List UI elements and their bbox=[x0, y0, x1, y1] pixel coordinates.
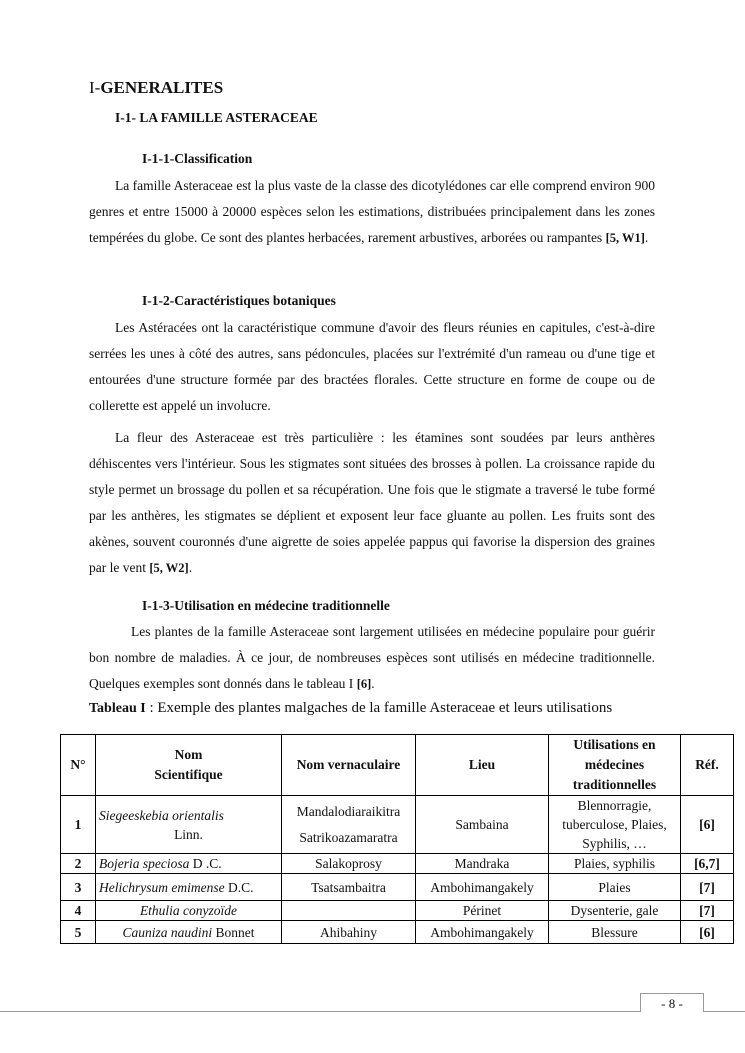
cell-vernacular-name: Tsatsambaitra bbox=[282, 874, 416, 901]
utilisation-text: tuberculose, Plaies, bbox=[562, 817, 667, 832]
cell-utilisations: Dysenterie, gale bbox=[549, 901, 681, 921]
cell-lieu: Sambaina bbox=[416, 796, 549, 854]
plants-table bbox=[60, 734, 734, 944]
scientific-author: D.C. bbox=[224, 879, 254, 895]
subsection-title-classification: I-1-1-Classification bbox=[142, 151, 253, 166]
header-text: Scientifique bbox=[154, 767, 223, 782]
subsection-title-botanique: I-1-2-Caractéristiques botaniques bbox=[142, 293, 336, 308]
header-text: Nom bbox=[174, 747, 203, 762]
cell-lieu: Ambohimangakely bbox=[416, 874, 549, 901]
cell-ref: [6,7] bbox=[681, 854, 734, 874]
footer-divider bbox=[0, 1011, 745, 1012]
caption-label: Tableau I bbox=[89, 701, 146, 716]
cell-no: 3 bbox=[61, 874, 96, 901]
cell-utilisations: Plaies, syphilis bbox=[549, 854, 681, 874]
scientific-name: Helichrysum emimense bbox=[99, 879, 225, 895]
cell-no: 1 bbox=[61, 796, 96, 854]
scientific-author: D .C. bbox=[189, 856, 222, 871]
paragraph-text: La fleur des Asteraceae est très particulière : les étamines sont soudées par leurs anthères déhiscentes vers l'intérieur. Sous les stigmates sont situées des brosses à pollen. La croissance rapide du style permet un brossage du pollen et sa récupération. Une fois que le stigmate a traversé le tube formé par les anthères, les stigmates se déplient et exposent leur face gluante au pollen. Les fruits sont des akènes, souvent couronnés d'une aigrette de soies appelée pappus qui favorise la dispersion des graines par le vent bbox=[89, 430, 655, 575]
table-row bbox=[61, 874, 734, 901]
vernacular-name: Mandalodiaraikitra bbox=[296, 803, 401, 819]
cell-scientific-name bbox=[96, 854, 282, 874]
cell-utilisations: Plaies bbox=[549, 874, 681, 901]
table-row bbox=[61, 921, 734, 944]
cell-no: 5 bbox=[61, 921, 96, 944]
paragraph-utilisation: Les plantes de la famille Asteraceae sont largement utilisées en médecine populaire pour guérir bon nombre de maladies. À ce jour, de nombreuses espèces sont utilisés en médecine traditionnelle. Quelques exemples sont donnés dans le tableau I [6]. bbox=[89, 624, 655, 691]
paragraph-text: Les plantes de la famille Asteraceae sont largement utilisées en médecine populaire pour guérir bon nombre de maladies. À ce jour, de nombreuses espèces sont utilisés en médecine traditionnelle. Quelques exemples sont donnés dans le tableau I bbox=[89, 624, 655, 691]
cell-utilisations: Blessure bbox=[549, 921, 681, 944]
heading-text: GENERALITES bbox=[100, 78, 224, 97]
cell-ref: [7] bbox=[681, 874, 734, 901]
utilisation-text: Syphilis, … bbox=[582, 836, 647, 851]
section-title: I-1- LA FAMILLE ASTERACEAE bbox=[115, 110, 318, 125]
scientific-author: Linn. bbox=[174, 826, 203, 842]
header-scientific-name bbox=[96, 735, 282, 796]
cell-scientific-name bbox=[96, 796, 282, 854]
header-vernacular-name: Nom vernaculaire bbox=[282, 735, 416, 796]
cell-ref: [6] bbox=[681, 921, 734, 944]
header-ref: Réf. bbox=[681, 735, 734, 796]
header-text: Utilisations en bbox=[573, 737, 656, 752]
citation: [5, W1] bbox=[605, 231, 645, 245]
vernacular-name: Satrikoazamaratra bbox=[299, 829, 398, 845]
scientific-name: Bojeria speciosa bbox=[99, 856, 190, 871]
header-text: médecines bbox=[584, 757, 645, 772]
paragraph-text: La famille Asteraceae est la plus vaste de la classe des dicotylédones car elle comprend environ 900 genres et entre 15000 à 20000 espèces selon les estimations, distribuées principalement dans les zones tempérées du globe. Ce sont des plantes herbacées, rarement arbustives, arborées ou rampantes bbox=[89, 178, 655, 245]
table-row bbox=[61, 796, 734, 854]
cell-lieu: Mandraka bbox=[416, 854, 549, 874]
header-utilisations bbox=[549, 735, 681, 796]
cell-utilisations bbox=[549, 796, 681, 854]
main-heading bbox=[89, 78, 223, 98]
scientific-name: Ethulia conyzoïde bbox=[139, 903, 238, 918]
cell-ref: [6] bbox=[681, 796, 734, 854]
cell-vernacular-name: Ahibahiny bbox=[282, 921, 416, 944]
utilisation-text: Blennorragie, bbox=[577, 798, 652, 813]
header-lieu: Lieu bbox=[416, 735, 549, 796]
cell-vernacular-name bbox=[282, 796, 416, 854]
cell-lieu: Ambohimangakely bbox=[416, 921, 549, 944]
paragraph-classification: La famille Asteraceae est la plus vaste de la classe des dicotylédones car elle comprend environ 900 genres et entre 15000 à 20000 espèces selon les estimations, distribuées principalement dans les zones tempérées du globe. Ce sont des plantes herbacées, rarement arbustives, arborées ou rampantes [5, W1]. bbox=[89, 178, 655, 245]
scientific-name: Siegeeskebia orientalis bbox=[99, 807, 224, 823]
cell-vernacular-name bbox=[282, 901, 416, 921]
cell-scientific-name bbox=[96, 874, 282, 901]
cell-vernacular-name: Salakoprosy bbox=[282, 854, 416, 874]
header-no: N° bbox=[61, 735, 96, 796]
paragraph-botanique-2: La fleur des Asteraceae est très particulière : les étamines sont soudées par leurs anthères déhiscentes vers l'intérieur. Sous les stigmates sont situées des brosses à pollen. La croissance rapide du style permet un brossage du pollen et sa récupération. Une fois que le stigmate a traversé le tube formé par les anthères, les stigmates se déplient et exposent leur face gluante au pollen. Les fruits sont des akènes, souvent couronnés d'une aigrette de soies appelée pappus qui favorise la dispersion des graines par le vent [5, W2]. bbox=[89, 430, 655, 575]
cell-scientific-name bbox=[96, 921, 282, 944]
cell-no: 2 bbox=[61, 854, 96, 874]
header-text: traditionnelles bbox=[572, 777, 657, 792]
paragraph-botanique-1: Les Astéracées ont la caractéristique commune d'avoir des fleurs réunies en capitules, c'est-à-dire serrées les unes à côté des autres, sans pédoncules, placées sur l'extrémité d'un rameau ou d'une tige et entourées d'une structure formée par des bractées florales. Cette structure en forme de coupe ou de collerette est appelé un involucre. bbox=[89, 320, 655, 413]
page-number: - 8 - bbox=[640, 993, 704, 1012]
scientific-name: Cauniza naudini bbox=[122, 924, 213, 940]
cell-scientific-name bbox=[96, 901, 282, 921]
cell-no: 4 bbox=[61, 901, 96, 921]
cell-ref: [7] bbox=[681, 901, 734, 921]
cell-lieu: Périnet bbox=[416, 901, 549, 921]
table-header-row bbox=[61, 735, 734, 796]
scientific-author: Bonnet bbox=[212, 924, 255, 940]
citation: [6] bbox=[356, 677, 372, 691]
table-row bbox=[61, 854, 734, 874]
heading-number: I- bbox=[89, 78, 101, 97]
caption-text: : Exemple des plantes malgaches de la famille Asteraceae et leurs utilisations bbox=[145, 700, 613, 716]
table-caption bbox=[89, 700, 612, 717]
table-row bbox=[61, 901, 734, 921]
subsection-title-utilisation: I-1-3-Utilisation en médecine traditionnelle bbox=[142, 598, 390, 613]
citation: [5, W2] bbox=[149, 561, 189, 575]
